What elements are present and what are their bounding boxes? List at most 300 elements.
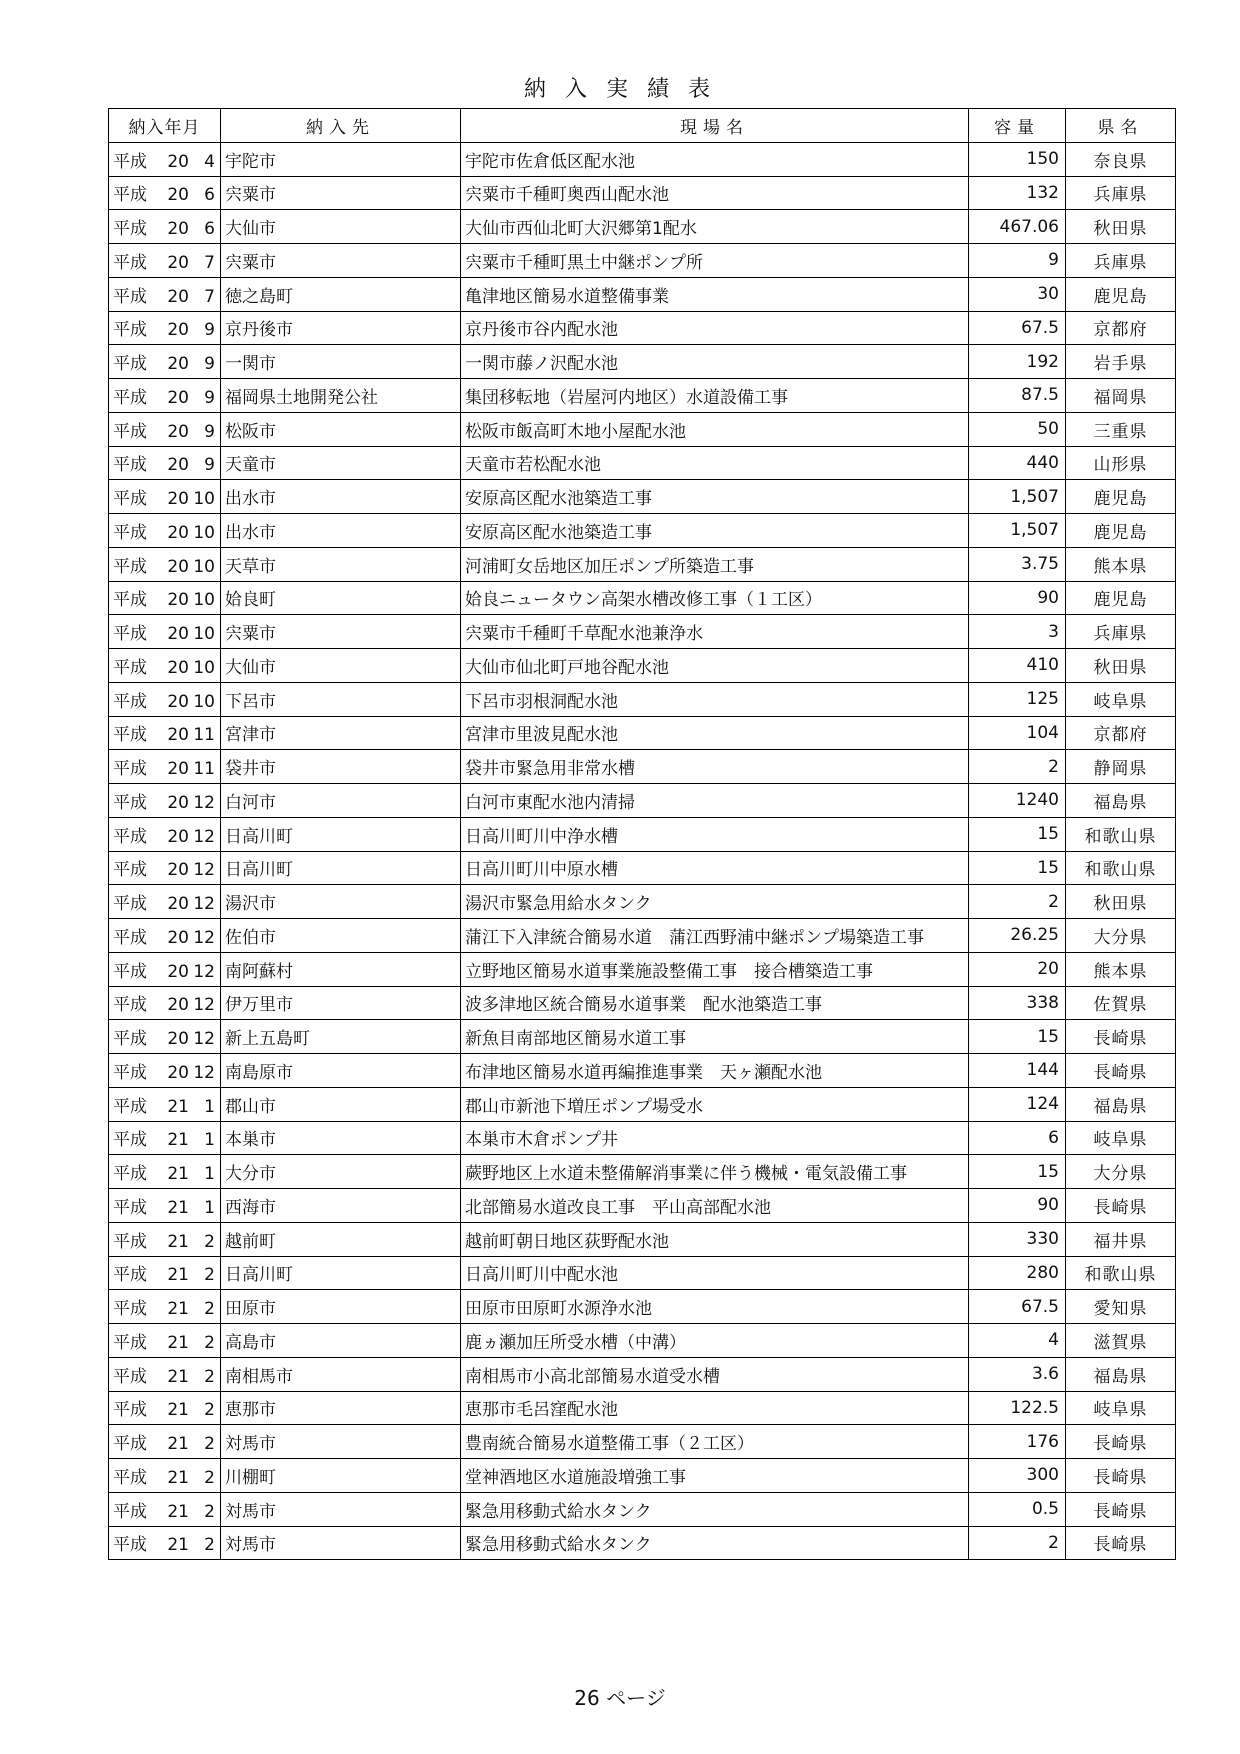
- site-cell: 大仙市仙北町戸地谷配水池: [461, 649, 969, 683]
- year-text: 21: [167, 1434, 189, 1455]
- delivery-date-cell: [109, 682, 221, 716]
- client-cell: 湯沢市: [221, 885, 461, 919]
- era-text: 平成: [113, 759, 147, 780]
- prefecture-cell: 福島県: [1066, 1357, 1176, 1391]
- month-text: 2: [204, 1231, 215, 1252]
- client-cell: 新上五島町: [221, 1020, 461, 1054]
- delivery-date-cell: [109, 176, 221, 210]
- site-cell: 宇陀市佐倉低区配水池: [461, 142, 969, 176]
- era-text: 平成: [113, 522, 147, 543]
- delivery-date-cell: [109, 1222, 221, 1256]
- era-text: 平成: [113, 286, 147, 307]
- month-text: 4: [204, 151, 215, 172]
- year-text: 21: [167, 1096, 189, 1117]
- month-text: 12: [193, 826, 215, 847]
- prefecture-cell: 兵庫県: [1066, 176, 1176, 210]
- site-cell: 安原高区配水池築造工事: [461, 480, 969, 514]
- era-text: 平成: [113, 1332, 147, 1353]
- table-row: [109, 1357, 1176, 1391]
- delivery-date-cell: [109, 345, 221, 379]
- era-text: 平成: [113, 489, 147, 510]
- delivery-date-cell: [109, 1324, 221, 1358]
- month-text: 12: [193, 1029, 215, 1050]
- table-row: [109, 952, 1176, 986]
- delivery-date-cell: [109, 1189, 221, 1223]
- delivery-date-cell: [109, 986, 221, 1020]
- capacity-cell: 87.5: [969, 379, 1066, 413]
- client-cell: 対馬市: [221, 1492, 461, 1526]
- era-text: 平成: [113, 1130, 147, 1151]
- delivery-date-cell: [109, 649, 221, 683]
- delivery-date-cell: [109, 1357, 221, 1391]
- table-body: [109, 142, 1176, 1560]
- client-cell: 出水市: [221, 480, 461, 514]
- site-cell: 日高川町川中配水池: [461, 1256, 969, 1290]
- era-text: 平成: [113, 792, 147, 813]
- capacity-cell: 6: [969, 1121, 1066, 1155]
- site-cell: 新魚目南部地区簡易水道工事: [461, 1020, 969, 1054]
- table-row: [109, 176, 1176, 210]
- capacity-cell: 132: [969, 176, 1066, 210]
- prefecture-cell: 熊本県: [1066, 952, 1176, 986]
- table-row: [109, 1155, 1176, 1189]
- month-text: 12: [193, 860, 215, 881]
- prefecture-cell: 秋田県: [1066, 649, 1176, 683]
- client-cell: 越前町: [221, 1222, 461, 1256]
- month-text: 10: [193, 657, 215, 678]
- era-text: 平成: [113, 1231, 147, 1252]
- prefecture-cell: 長崎県: [1066, 1526, 1176, 1560]
- era-text: 平成: [113, 354, 147, 375]
- table-row: [109, 649, 1176, 683]
- capacity-cell: 280: [969, 1256, 1066, 1290]
- month-text: 11: [193, 725, 215, 746]
- capacity-cell: 3: [969, 615, 1066, 649]
- year-text: 20: [167, 691, 189, 712]
- year-text: 21: [167, 1231, 189, 1252]
- site-cell: 白河市東配水池内清掃: [461, 784, 969, 818]
- table-row: [109, 480, 1176, 514]
- prefecture-cell: 大分県: [1066, 1155, 1176, 1189]
- client-cell: 本巣市: [221, 1121, 461, 1155]
- year-text: 20: [167, 1029, 189, 1050]
- year-text: 20: [167, 286, 189, 307]
- prefecture-cell: 兵庫県: [1066, 244, 1176, 278]
- client-cell: 日高川町: [221, 817, 461, 851]
- era-text: 平成: [113, 387, 147, 408]
- year-text: 20: [167, 1062, 189, 1083]
- table-row: [109, 1492, 1176, 1526]
- capacity-cell: 1240: [969, 784, 1066, 818]
- capacity-cell: 467.06: [969, 210, 1066, 244]
- header-date: 納入年月: [109, 109, 221, 143]
- era-text: 平成: [113, 320, 147, 341]
- capacity-cell: 50: [969, 412, 1066, 446]
- era-text: 平成: [113, 1467, 147, 1488]
- table-row: [109, 682, 1176, 716]
- site-cell: 波多津地区統合簡易水道事業 配水池築造工事: [461, 986, 969, 1020]
- year-text: 20: [167, 185, 189, 206]
- capacity-cell: 3.6: [969, 1357, 1066, 1391]
- delivery-date-cell: [109, 446, 221, 480]
- table-row: [109, 277, 1176, 311]
- year-text: 21: [167, 1130, 189, 1151]
- site-cell: 日高川町川中原水槽: [461, 851, 969, 885]
- delivery-date-cell: [109, 885, 221, 919]
- client-cell: 宮津市: [221, 716, 461, 750]
- client-cell: 大仙市: [221, 649, 461, 683]
- site-cell: 大仙市西仙北町大沢郷第1配水: [461, 210, 969, 244]
- capacity-cell: 9: [969, 244, 1066, 278]
- prefecture-cell: 滋賀県: [1066, 1324, 1176, 1358]
- delivery-date-cell: [109, 750, 221, 784]
- year-text: 21: [167, 1400, 189, 1421]
- table-row: [109, 1256, 1176, 1290]
- client-cell: 南島原市: [221, 1054, 461, 1088]
- prefecture-cell: 秋田県: [1066, 210, 1176, 244]
- client-cell: 郡山市: [221, 1087, 461, 1121]
- table-row: [109, 244, 1176, 278]
- era-text: 平成: [113, 1535, 147, 1556]
- month-text: 10: [193, 522, 215, 543]
- client-cell: 田原市: [221, 1290, 461, 1324]
- capacity-cell: 144: [969, 1054, 1066, 1088]
- capacity-cell: 30: [969, 277, 1066, 311]
- client-cell: 一関市: [221, 345, 461, 379]
- month-text: 12: [193, 995, 215, 1016]
- capacity-cell: 104: [969, 716, 1066, 750]
- capacity-cell: 90: [969, 581, 1066, 615]
- delivery-date-cell: [109, 1526, 221, 1560]
- month-text: 9: [204, 421, 215, 442]
- delivery-date-cell: [109, 1155, 221, 1189]
- delivery-date-cell: [109, 514, 221, 548]
- prefecture-cell: 奈良県: [1066, 142, 1176, 176]
- era-text: 平成: [113, 1299, 147, 1320]
- site-cell: 一関市藤ノ沢配水池: [461, 345, 969, 379]
- capacity-cell: 15: [969, 1155, 1066, 1189]
- delivery-date-cell: [109, 311, 221, 345]
- delivery-date-cell: [109, 919, 221, 953]
- prefecture-cell: 長崎県: [1066, 1020, 1176, 1054]
- client-cell: 宍粟市: [221, 244, 461, 278]
- prefecture-cell: 山形県: [1066, 446, 1176, 480]
- capacity-cell: 26.25: [969, 919, 1066, 953]
- era-text: 平成: [113, 1096, 147, 1117]
- prefecture-cell: 長崎県: [1066, 1054, 1176, 1088]
- year-text: 20: [167, 995, 189, 1016]
- table-row: [109, 345, 1176, 379]
- site-cell: 宍粟市千種町黒土中継ポンプ所: [461, 244, 969, 278]
- site-cell: 蒲江下入津統合簡易水道 蒲江西野浦中継ポンプ場築造工事: [461, 919, 969, 953]
- delivery-date-cell: [109, 581, 221, 615]
- capacity-cell: 192: [969, 345, 1066, 379]
- delivery-date-cell: [109, 952, 221, 986]
- prefecture-cell: 佐賀県: [1066, 986, 1176, 1020]
- client-cell: 日高川町: [221, 851, 461, 885]
- year-text: 20: [167, 961, 189, 982]
- prefecture-cell: 福島県: [1066, 784, 1176, 818]
- month-text: 9: [204, 455, 215, 476]
- month-text: 9: [204, 354, 215, 375]
- era-text: 平成: [113, 151, 147, 172]
- client-cell: 南相馬市: [221, 1357, 461, 1391]
- client-cell: 宍粟市: [221, 615, 461, 649]
- month-text: 1: [204, 1164, 215, 1185]
- era-text: 平成: [113, 894, 147, 915]
- era-text: 平成: [113, 826, 147, 847]
- client-cell: 伊万里市: [221, 986, 461, 1020]
- prefecture-cell: 和歌山県: [1066, 851, 1176, 885]
- site-cell: 河浦町女岳地区加圧ポンプ所築造工事: [461, 547, 969, 581]
- capacity-cell: 20: [969, 952, 1066, 986]
- prefecture-cell: 大分県: [1066, 919, 1176, 953]
- table-row: [109, 1054, 1176, 1088]
- era-text: 平成: [113, 961, 147, 982]
- month-text: 2: [204, 1332, 215, 1353]
- table-row: [109, 716, 1176, 750]
- site-cell: 布津地区簡易水道再編推進事業 天ヶ瀬配水池: [461, 1054, 969, 1088]
- year-text: 21: [167, 1265, 189, 1286]
- year-text: 20: [167, 320, 189, 341]
- delivery-date-cell: [109, 547, 221, 581]
- capacity-cell: 124: [969, 1087, 1066, 1121]
- capacity-cell: 150: [969, 142, 1066, 176]
- year-text: 21: [167, 1332, 189, 1353]
- capacity-cell: 176: [969, 1425, 1066, 1459]
- capacity-cell: 2: [969, 750, 1066, 784]
- table-row: [109, 615, 1176, 649]
- month-text: 2: [204, 1299, 215, 1320]
- table-row: [109, 142, 1176, 176]
- table-row: [109, 514, 1176, 548]
- site-cell: 日高川町川中浄水槽: [461, 817, 969, 851]
- capacity-cell: 2: [969, 1526, 1066, 1560]
- capacity-cell: 2: [969, 885, 1066, 919]
- client-cell: 日高川町: [221, 1256, 461, 1290]
- site-cell: 天童市若松配水池: [461, 446, 969, 480]
- site-cell: 本巣市木倉ポンプ井: [461, 1121, 969, 1155]
- year-text: 20: [167, 522, 189, 543]
- capacity-cell: 15: [969, 1020, 1066, 1054]
- delivery-date-cell: [109, 1054, 221, 1088]
- capacity-cell: 90: [969, 1189, 1066, 1223]
- table-row: [109, 1459, 1176, 1493]
- year-text: 20: [167, 826, 189, 847]
- site-cell: 北部簡易水道改良工事 平山高部配水池: [461, 1189, 969, 1223]
- era-text: 平成: [113, 691, 147, 712]
- prefecture-cell: 岐阜県: [1066, 1121, 1176, 1155]
- delivery-date-cell: [109, 142, 221, 176]
- prefecture-cell: 秋田県: [1066, 885, 1176, 919]
- year-text: 20: [167, 151, 189, 172]
- prefecture-cell: 岐阜県: [1066, 682, 1176, 716]
- site-cell: 蕨野地区上水道未整備解消事業に伴う機械・電気設備工事: [461, 1155, 969, 1189]
- month-text: 1: [204, 1130, 215, 1151]
- client-cell: 天草市: [221, 547, 461, 581]
- month-text: 2: [204, 1265, 215, 1286]
- delivery-date-cell: [109, 851, 221, 885]
- capacity-cell: 330: [969, 1222, 1066, 1256]
- prefecture-cell: 福岡県: [1066, 379, 1176, 413]
- delivery-date-cell: [109, 1020, 221, 1054]
- table-row: [109, 885, 1176, 919]
- year-text: 21: [167, 1366, 189, 1387]
- era-text: 平成: [113, 421, 147, 442]
- table-row: [109, 1324, 1176, 1358]
- site-cell: 恵那市毛呂窪配水池: [461, 1391, 969, 1425]
- capacity-cell: 440: [969, 446, 1066, 480]
- capacity-cell: 338: [969, 986, 1066, 1020]
- prefecture-cell: 長崎県: [1066, 1425, 1176, 1459]
- client-cell: 松阪市: [221, 412, 461, 446]
- delivery-date-cell: [109, 277, 221, 311]
- client-cell: 天童市: [221, 446, 461, 480]
- delivery-date-cell: [109, 412, 221, 446]
- table-row: [109, 1222, 1176, 1256]
- table-row: [109, 581, 1176, 615]
- year-text: 20: [167, 590, 189, 611]
- delivery-date-cell: [109, 379, 221, 413]
- table-row: [109, 547, 1176, 581]
- year-text: 20: [167, 556, 189, 577]
- month-text: 12: [193, 894, 215, 915]
- site-cell: 松阪市飯高町木地小屋配水池: [461, 412, 969, 446]
- era-text: 平成: [113, 1062, 147, 1083]
- table-row: [109, 986, 1176, 1020]
- client-cell: 南阿蘇村: [221, 952, 461, 986]
- header-capacity: 容量: [969, 109, 1066, 143]
- site-cell: 越前町朝日地区荻野配水池: [461, 1222, 969, 1256]
- page-number: 26 ページ: [574, 1686, 666, 1710]
- prefecture-cell: 長崎県: [1066, 1189, 1176, 1223]
- prefecture-cell: 和歌山県: [1066, 1256, 1176, 1290]
- year-text: 20: [167, 792, 189, 813]
- month-text: 12: [193, 792, 215, 813]
- year-text: 21: [167, 1535, 189, 1556]
- header-client: 納入先: [221, 109, 461, 143]
- era-text: 平成: [113, 860, 147, 881]
- client-cell: 大仙市: [221, 210, 461, 244]
- delivery-date-cell: [109, 210, 221, 244]
- table-row: [109, 1526, 1176, 1560]
- year-text: 20: [167, 927, 189, 948]
- delivery-date-cell: [109, 1290, 221, 1324]
- month-text: 10: [193, 624, 215, 645]
- prefecture-cell: 鹿児島: [1066, 480, 1176, 514]
- month-text: 10: [193, 691, 215, 712]
- era-text: 平成: [113, 1029, 147, 1050]
- year-text: 21: [167, 1501, 189, 1522]
- delivery-date-cell: [109, 817, 221, 851]
- site-cell: 湯沢市緊急用給水タンク: [461, 885, 969, 919]
- delivery-date-cell: [109, 1492, 221, 1526]
- prefecture-cell: 福島県: [1066, 1087, 1176, 1121]
- client-cell: 大分市: [221, 1155, 461, 1189]
- table-row: [109, 784, 1176, 818]
- month-text: 10: [193, 590, 215, 611]
- prefecture-cell: 岩手県: [1066, 345, 1176, 379]
- month-text: 9: [204, 387, 215, 408]
- capacity-cell: 300: [969, 1459, 1066, 1493]
- year-text: 21: [167, 1467, 189, 1488]
- era-text: 平成: [113, 1366, 147, 1387]
- delivery-date-cell: [109, 244, 221, 278]
- client-cell: 宇陀市: [221, 142, 461, 176]
- capacity-cell: 67.5: [969, 1290, 1066, 1324]
- prefecture-cell: 鹿児島: [1066, 277, 1176, 311]
- era-text: 平成: [113, 1434, 147, 1455]
- site-cell: 豊南統合簡易水道整備工事（２工区）: [461, 1425, 969, 1459]
- year-text: 20: [167, 421, 189, 442]
- year-text: 20: [167, 219, 189, 240]
- capacity-cell: 410: [969, 649, 1066, 683]
- month-text: 2: [204, 1467, 215, 1488]
- site-cell: 緊急用移動式給水タンク: [461, 1526, 969, 1560]
- month-text: 11: [193, 759, 215, 780]
- month-text: 10: [193, 489, 215, 510]
- table-row: [109, 412, 1176, 446]
- table-row: [109, 379, 1176, 413]
- page-title: 納 入 実 績 表: [524, 77, 716, 102]
- capacity-cell: 67.5: [969, 311, 1066, 345]
- delivery-date-cell: [109, 1391, 221, 1425]
- era-text: 平成: [113, 455, 147, 476]
- table-row: [109, 210, 1176, 244]
- client-cell: 対馬市: [221, 1425, 461, 1459]
- client-cell: 下呂市: [221, 682, 461, 716]
- client-cell: 高島市: [221, 1324, 461, 1358]
- capacity-cell: 1,507: [969, 514, 1066, 548]
- site-cell: 郡山市新池下増圧ポンプ場受水: [461, 1087, 969, 1121]
- delivery-date-cell: [109, 1256, 221, 1290]
- table-row: [109, 1020, 1176, 1054]
- era-text: 平成: [113, 927, 147, 948]
- client-cell: 姶良町: [221, 581, 461, 615]
- delivery-date-cell: [109, 784, 221, 818]
- table-row: [109, 1391, 1176, 1425]
- year-text: 21: [167, 1299, 189, 1320]
- month-text: 2: [204, 1400, 215, 1421]
- month-text: 2: [204, 1535, 215, 1556]
- era-text: 平成: [113, 657, 147, 678]
- client-cell: 福岡県土地開発公社: [221, 379, 461, 413]
- client-cell: 対馬市: [221, 1526, 461, 1560]
- header-prefecture: 県名: [1066, 109, 1176, 143]
- delivery-date-cell: [109, 1459, 221, 1493]
- delivery-date-cell: [109, 1121, 221, 1155]
- prefecture-cell: 熊本県: [1066, 547, 1176, 581]
- prefecture-cell: 長崎県: [1066, 1492, 1176, 1526]
- prefecture-cell: 兵庫県: [1066, 615, 1176, 649]
- client-cell: 出水市: [221, 514, 461, 548]
- month-text: 6: [204, 185, 215, 206]
- client-cell: 川棚町: [221, 1459, 461, 1493]
- capacity-cell: 1,507: [969, 480, 1066, 514]
- client-cell: 宍粟市: [221, 176, 461, 210]
- year-text: 21: [167, 1164, 189, 1185]
- era-text: 平成: [113, 624, 147, 645]
- era-text: 平成: [113, 995, 147, 1016]
- year-text: 20: [167, 657, 189, 678]
- prefecture-cell: 京都府: [1066, 716, 1176, 750]
- capacity-cell: 15: [969, 817, 1066, 851]
- delivery-date-cell: [109, 1425, 221, 1459]
- year-text: 20: [167, 252, 189, 273]
- site-cell: 宍粟市千種町千草配水池兼浄水: [461, 615, 969, 649]
- site-cell: 集団移転地（岩屋河内地区）水道設備工事: [461, 379, 969, 413]
- month-text: 10: [193, 556, 215, 577]
